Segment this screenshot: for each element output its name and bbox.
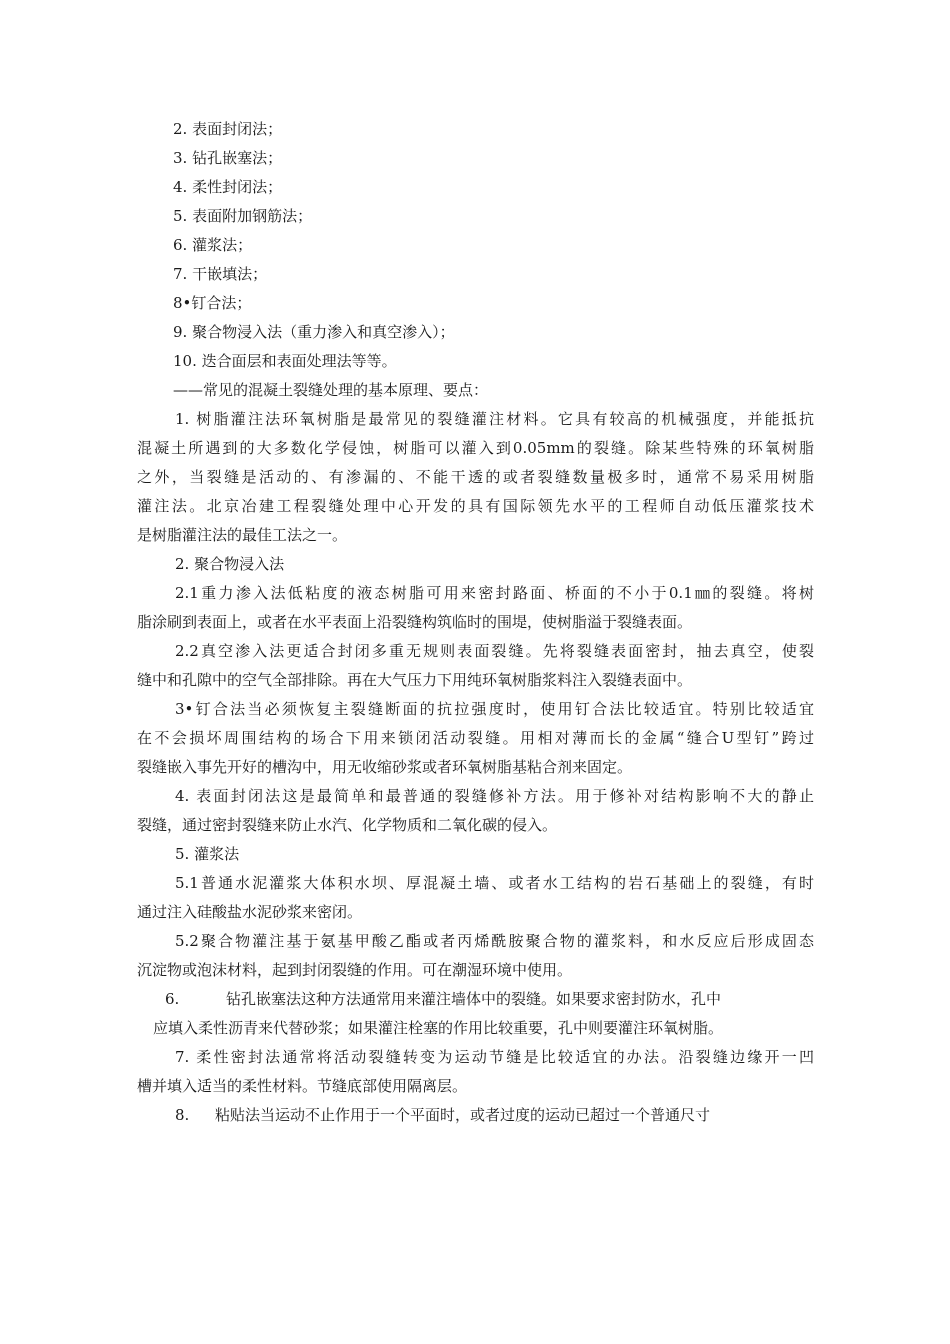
list-item-9: 9. 聚合物浸入法（重力渗入和真空渗入）；	[173, 323, 455, 341]
paragraph-line: 3•钉合法当必须恢复主裂缝断面的抗拉强度时，使用钉合法比较适宜。特别比较适宜	[175, 700, 814, 718]
paragraph-line: 在不会损坏周围结构的场合下用来锁闭活动裂缝。用相对薄而长的金属“缝合U型钉”跨过	[137, 729, 814, 747]
paragraph-line: 1. 树脂灌注法环氧树脂是最常见的裂缝灌注材料。它具有较高的机械强度，并能抵抗	[175, 410, 814, 428]
paragraph-line: 粘贴法当运动不止作用于一个平面时，或者过度的运动已超过一个普通尺寸	[215, 1106, 711, 1124]
list-item-8: 8•钉合法；	[173, 294, 252, 312]
paragraph-line: 应填入柔性沥青来代替砂浆；如果灌注栓塞的作用比较重要，孔中则要灌注环氧树脂。	[153, 1019, 724, 1037]
list-item-5: 5. 表面附加钢筋法；	[173, 207, 313, 225]
paragraph-line: 钻孔嵌塞法这种方法通常用来灌注墙体中的裂缝。如果要求密封防水，孔中	[226, 990, 722, 1008]
paragraph-line: 是树脂灌注法的最佳工法之一。	[137, 526, 348, 544]
paragraph-line: 裂缝嵌入事先开好的槽沟中，用无收缩砂浆或者环氧树脂基粘合剂来固定。	[137, 758, 633, 776]
paragraph-line: 2.2真空渗入法更适合封闭多重无规则表面裂缝。先将裂缝表面密封，抽去真空，使裂	[175, 642, 814, 660]
list-item-4: 4. 柔性封闭法；	[173, 178, 283, 196]
list-item-7: 7. 干嵌填法；	[173, 265, 268, 283]
paragraph-line: 脂涂刷到表面上，或者在水平表面上沿裂缝构筑临时的围堤，使树脂溢于裂缝表面。	[137, 613, 693, 631]
paragraph-line: 沉淀物或泡沫材料，起到封闭裂缝的作用。可在潮湿环境中使用。	[137, 961, 573, 979]
list-item-2: 2. 表面封闭法；	[173, 120, 283, 138]
item-number: 6.	[165, 990, 180, 1008]
paragraph-line: 5.2聚合物灌注基于氨基甲酸乙酯或者丙烯酰胺聚合物的灌浆料，和水反应后形成固态	[175, 932, 814, 950]
section-heading: ——常见的混凝土裂缝处理的基本原理、要点：	[173, 381, 489, 399]
paragraph-line: 混凝土所遇到的大多数化学侵蚀，树脂可以灌入到0.05mm的裂缝。除某些特殊的环氧树脂	[137, 439, 814, 457]
list-item-6: 6. 灌浆法；	[173, 236, 253, 254]
paragraph-line: 槽并填入适当的柔性材料。节缝底部使用隔离层。	[137, 1077, 468, 1095]
paragraph-line: 灌注法。北京冶建工程裂缝处理中心开发的具有国际领先水平的工程师自动低压灌浆技术	[137, 497, 814, 515]
paragraph-line: 2.1重力渗入法低粘度的液态树脂可用来密封路面、桥面的不小于0.1㎜的裂缝。将树	[175, 584, 814, 602]
paragraph-line: 4. 表面封闭法这是最简单和最普通的裂缝修补方法。用于修补对结构影响不大的静止	[175, 787, 814, 805]
subheading: 5. 灌浆法	[175, 845, 240, 863]
subheading: 2. 聚合物浸入法	[175, 555, 285, 573]
item-number: 8.	[175, 1106, 190, 1124]
list-item-3: 3. 钻孔嵌塞法；	[173, 149, 283, 167]
list-item-10: 10. 迭合面层和表面处理法等等。	[173, 352, 397, 370]
paragraph-line: 5.1普通水泥灌浆大体积水坝、厚混凝土墙、或者水工结构的岩石基础上的裂缝，有时	[175, 874, 814, 892]
paragraph-line: 之外，当裂缝是活动的、有渗漏的、不能干透的或者裂缝数量极多时，通常不易采用树脂	[137, 468, 814, 486]
paragraph-line: 裂缝，通过密封裂缝来防止水汽、化学物质和二氧化碳的侵入。	[137, 816, 558, 834]
paragraph-line: 缝中和孔隙中的空气全部排除。再在大气压力下用纯环氧树脂浆料注入裂缝表面中。	[137, 671, 693, 689]
paragraph-line: 通过注入硅酸盐水泥砂浆来密闭。	[137, 903, 363, 921]
paragraph-line: 7. 柔性密封法通常将活动裂缝转变为运动节缝是比较适宜的办法。沿裂缝边缘开一凹	[175, 1048, 814, 1066]
